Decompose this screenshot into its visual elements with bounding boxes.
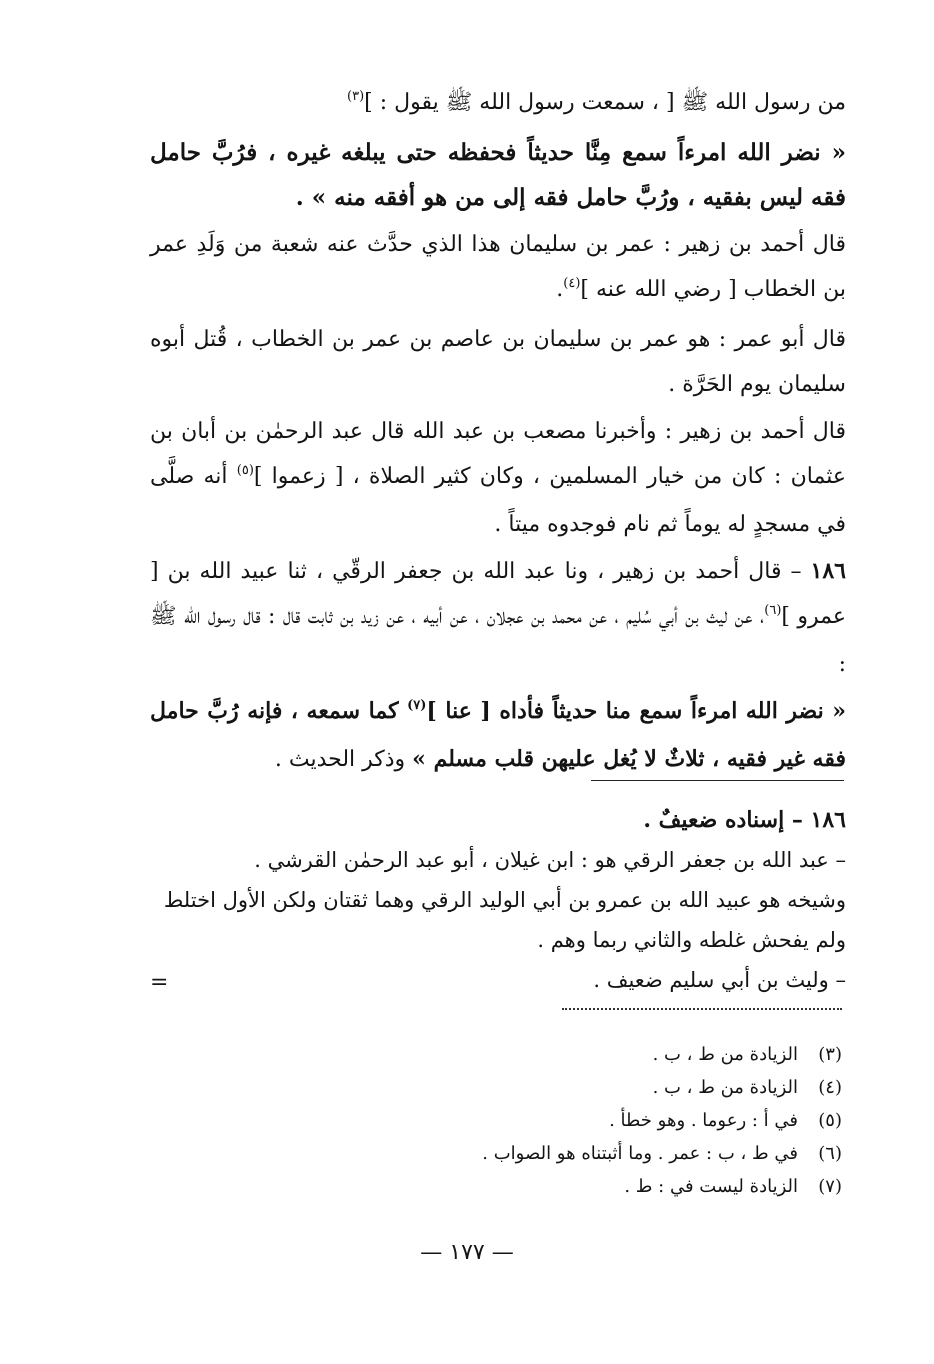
paragraph-6 bbox=[150, 549, 846, 687]
paragraph-hadith-1 bbox=[150, 130, 846, 220]
page-number: — ١٧٧ — bbox=[420, 1240, 514, 1265]
footnote-ref-7: (٧) bbox=[407, 698, 427, 713]
hadith-2-text-a: « نضر الله امرءاً سمع منا حديثاً فأداه [ عنا ] bbox=[426, 698, 847, 724]
footnote-text: الزيادة ليست في : ط . bbox=[624, 1176, 798, 1197]
footnote-ref-5: (٥) bbox=[236, 463, 254, 478]
paragraph-3-text: قال أحمد بن زهير : عمر بن سليمان هذا الذي حدَّث عنه شعبة من وَلَدِ عمر بن الخطاب [ رضي الله عنه ] bbox=[150, 232, 846, 302]
commentary bbox=[150, 800, 846, 1000]
footnote-number: (٦) bbox=[818, 1143, 842, 1164]
main-text bbox=[150, 80, 846, 784]
paragraph-5-text-b: أنه صلَّى في مسجدٍ له يوماً ثم نام فوجدوه ميتاً . bbox=[150, 464, 846, 537]
paragraph-6-text-a: – قال أحمد بن زهير ، ونا عبد الله بن جعفر الرقّي ، ثنا عبيد الله بن [ عمرو ] bbox=[150, 559, 846, 629]
footnotes bbox=[242, 1038, 842, 1203]
paragraph-4 bbox=[150, 317, 846, 407]
commentary-line-3: – وليث بن أبي سليم ضعيف . bbox=[593, 968, 846, 992]
paragraph-5-text-a: قال أحمد بن زهير : وأخبرنا مصعب بن عبد الله قال عبد الرحمٰن بن أبان بن عثمان : كان من خيار المسلمين ، وكان كثير الصلاة ، [ زعموا ] bbox=[150, 419, 846, 489]
footnote-item bbox=[242, 1137, 842, 1170]
footnote-text: في ط ، ب : عمر . وما أثبتناه هو الصواب . bbox=[482, 1143, 798, 1164]
paragraph-1-text: من رسول الله ﷺ [ ، سمعت رسول الله ﷺ يقول : ] bbox=[364, 90, 846, 115]
paragraph-4-text: قال أبو عمر : هو عمر بن سليمان بن عاصم بن عمر بن الخطاب ، قُتل أبوه سليمان يوم الحَرَّة . bbox=[150, 327, 846, 397]
footnote-text: في أ : رعوما . وهو خطأ . bbox=[609, 1110, 798, 1131]
continuation-mark: = bbox=[150, 970, 169, 995]
paragraph-3-end: . bbox=[556, 277, 564, 302]
footnote-item bbox=[242, 1170, 842, 1203]
paragraph-1 bbox=[150, 80, 846, 128]
paragraph-hadith-2 bbox=[150, 689, 846, 782]
paragraph-6-text-b: ، عن ليث بن أبي سُليم ، عن محمد بن عجلان ، عن أبيه ، عن زيد بن ثابت قال : قال رسول الله ﷺ : bbox=[150, 604, 846, 677]
footnote-ref-6: (٦) bbox=[764, 603, 782, 618]
footnote-item bbox=[242, 1104, 842, 1137]
hadith-2-text-c: وذكر الحديث . bbox=[274, 747, 413, 772]
footnote-text: الزيادة من ط ، ب . bbox=[652, 1044, 798, 1065]
commentary-line-2: وشيخه هو عبيد الله بن عمرو بن أبي الوليد الرقي وهما ثقتان ولكن الأول اختلط ولم يفحش غلطه والثاني ربما وهم . bbox=[163, 888, 846, 952]
commentary-heading: ١٨٦ – إسناده ضعيفٌ . bbox=[643, 807, 846, 833]
footnote-item bbox=[242, 1038, 842, 1071]
commentary-line-1: – عبد الله بن جعفر الرقي هو : ابن غيلان ، أبو عبد الرحمٰن القرشي . bbox=[254, 848, 846, 872]
footnote-ref-3: (٣) bbox=[347, 89, 365, 104]
footnote-number: (٧) bbox=[818, 1176, 842, 1197]
footnote-separator bbox=[562, 1008, 842, 1010]
hadith-2-text-b: كما سمعه ، فإنه رُبَّ حامل فقه غير فقيه ، ثلاثٌ لا يُغل عليهن قلب مسلم » bbox=[150, 698, 846, 772]
footnote-item bbox=[242, 1071, 842, 1104]
footnote-number: (٣) bbox=[818, 1044, 842, 1065]
footnote-number: (٤) bbox=[818, 1077, 842, 1098]
footnote-number: (٥) bbox=[818, 1110, 842, 1131]
hadith-1-text: « نضر الله امرءاً سمع مِنَّا حديثاً فحفظه حتى يبلغه غيره ، فرُبَّ حامل فقه ليس بفقيه ، ورُبَّ حامل فقه إلى من هو أفقه منه » . bbox=[150, 139, 846, 211]
section-divider bbox=[591, 780, 844, 781]
paragraph-5 bbox=[150, 409, 846, 547]
footnote-text: الزيادة من ط ، ب . bbox=[652, 1077, 798, 1098]
paragraph-3 bbox=[150, 222, 846, 315]
hadith-number: ١٨٦ bbox=[810, 558, 846, 584]
footnote-ref-4: (٤) bbox=[563, 276, 581, 291]
